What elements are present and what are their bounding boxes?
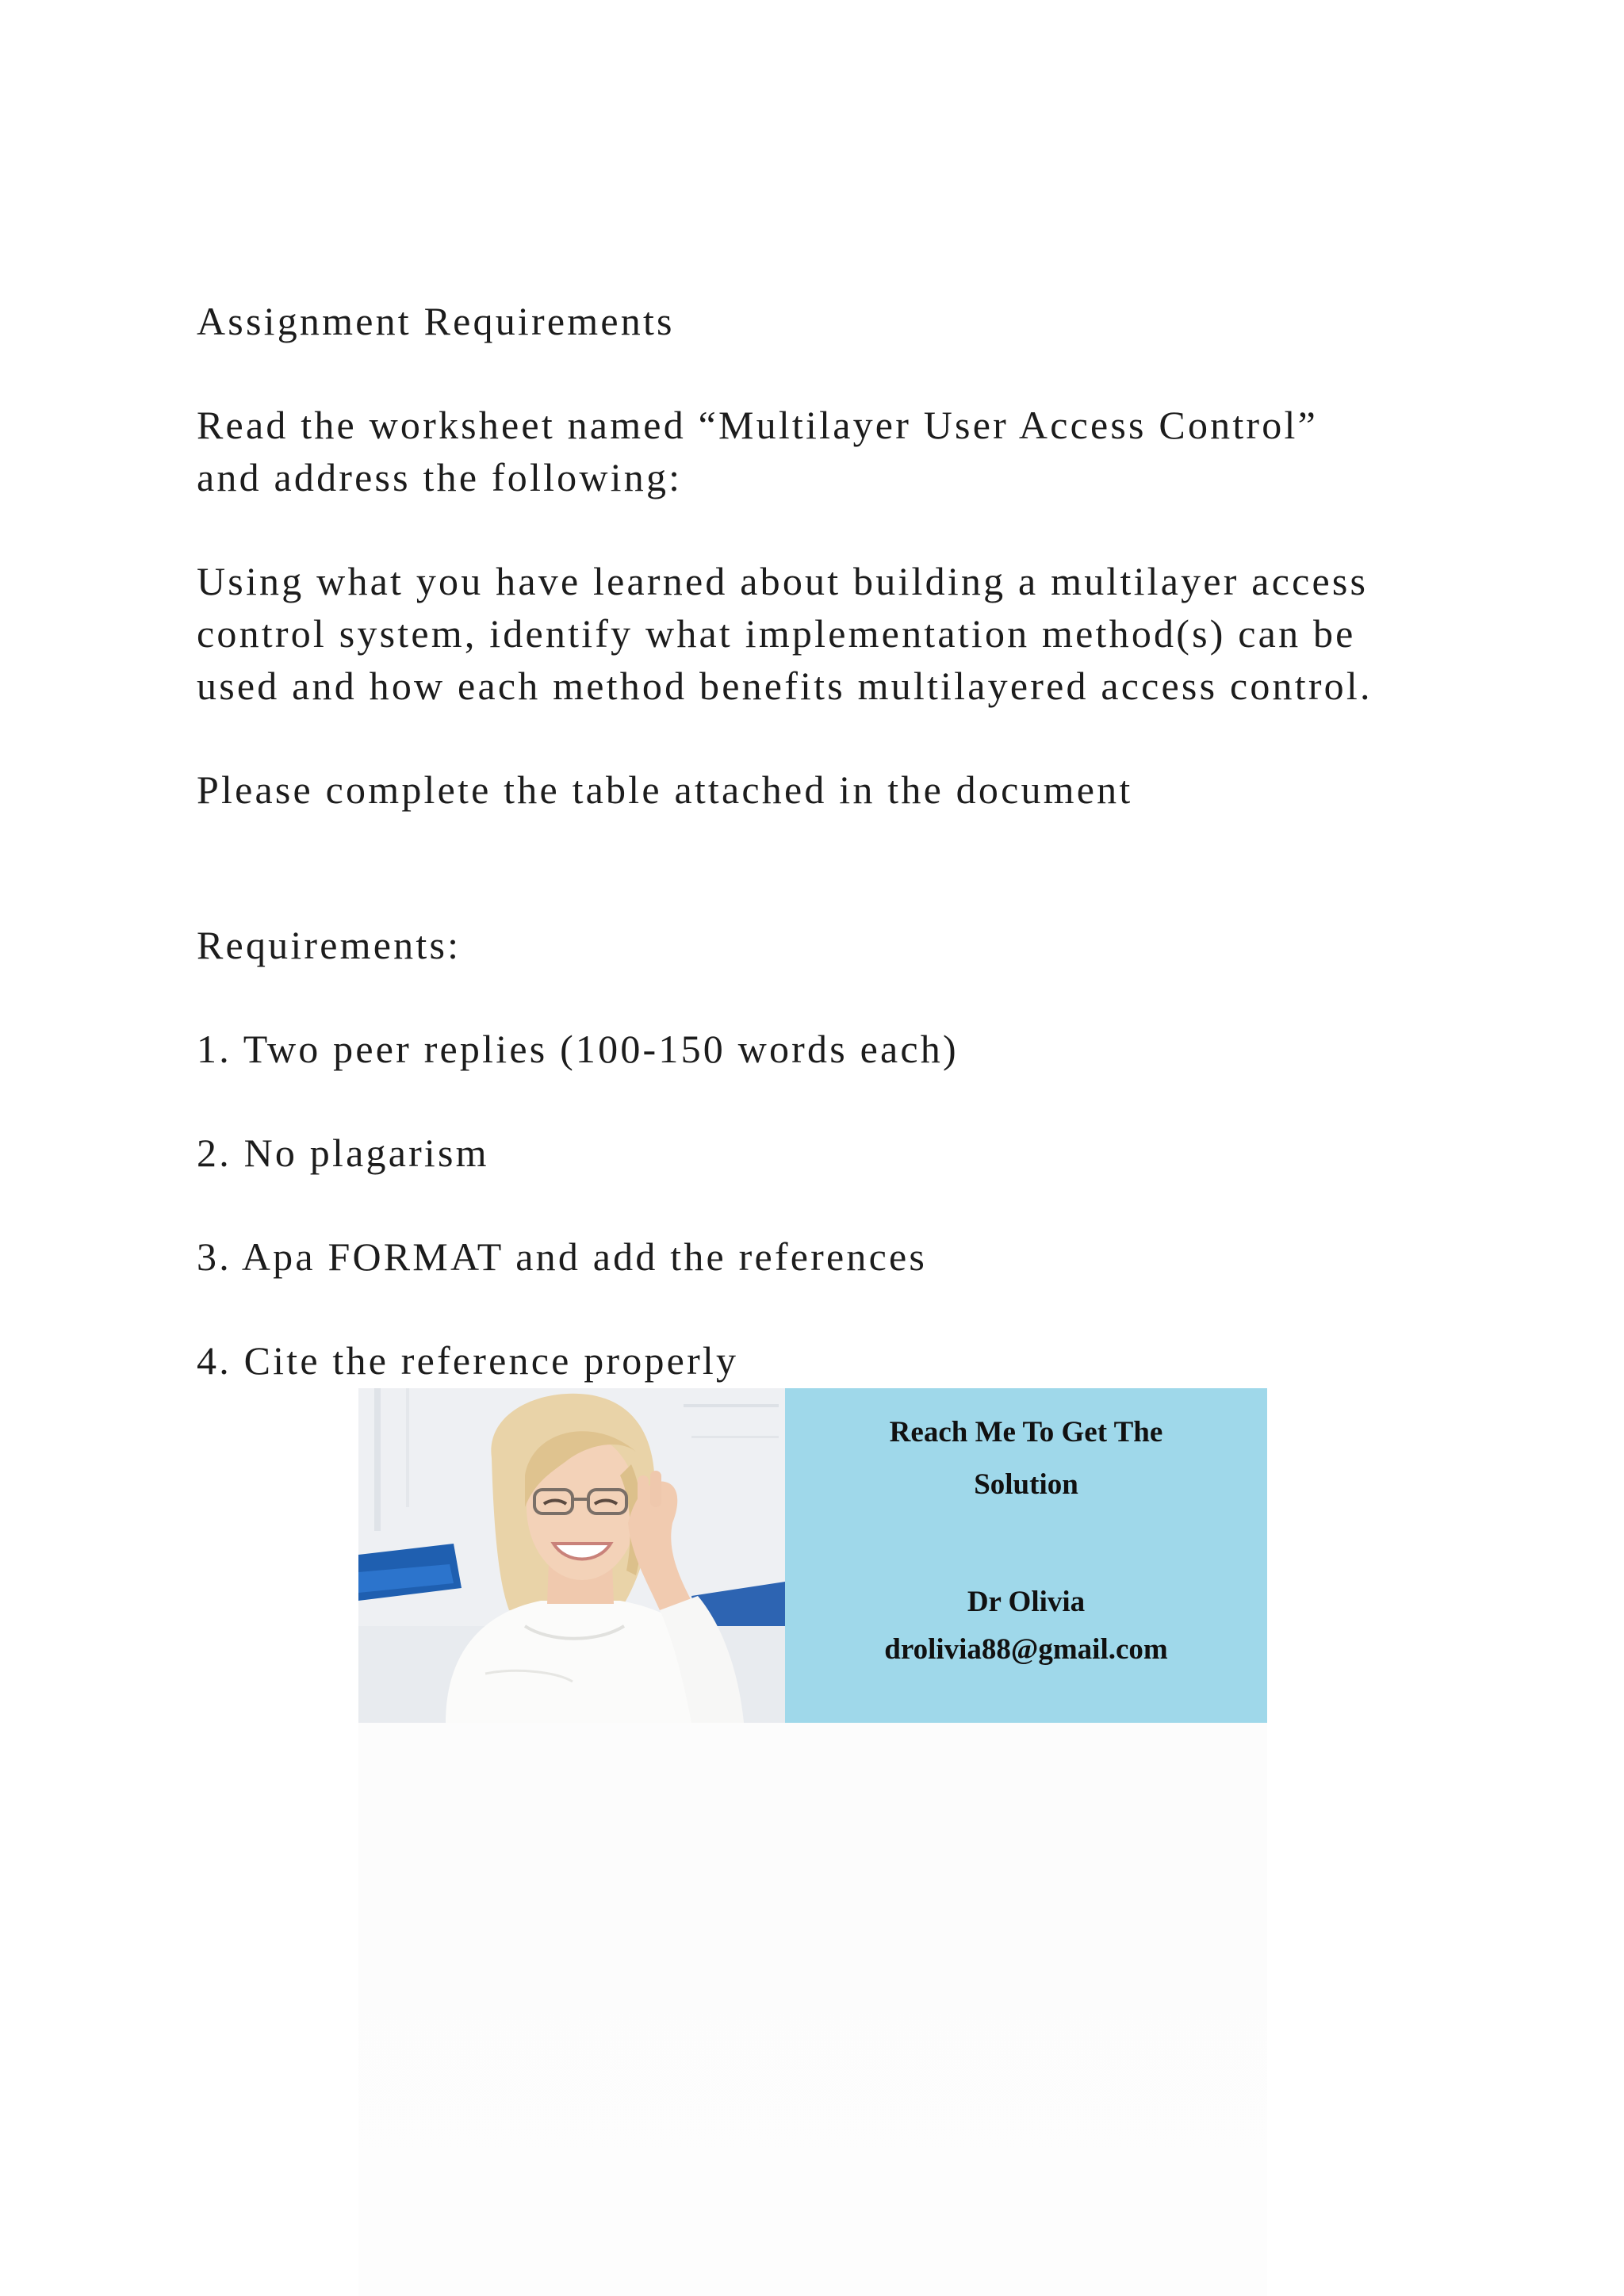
task-paragraph-line-3: used and how each method benefits multilayered access control. (197, 664, 1373, 708)
image-lower-area (358, 1723, 1267, 2296)
banner-headline-line-1: Reach Me To Get The (889, 1416, 1163, 1448)
intro-paragraph-line-2: and address the following: (197, 455, 683, 499)
banner-contact-email: drolivia88@gmail.com (884, 1633, 1168, 1666)
contact-card (785, 1388, 1267, 1723)
woman-photo-illustration (358, 1388, 785, 1723)
requirement-item: 2. No plagarism (197, 1131, 489, 1175)
requirement-item: 1. Two peer replies (100-150 words each) (197, 1027, 959, 1071)
woman-photo (358, 1388, 785, 1723)
instruction-paragraph: Please complete the table attached in the document (197, 767, 1133, 812)
intro-paragraph-line-1: Read the worksheet named “Multilayer User Access Control” (197, 403, 1318, 447)
task-paragraph-line-2: control system, identify what implementation method(s) can be (197, 611, 1356, 656)
requirements-heading: Requirements: (197, 923, 462, 967)
document-body (197, 295, 1545, 1387)
task-paragraph-line-1: Using what you have learned about building a multilayer access (197, 559, 1369, 603)
document-title: Assignment Requirements (197, 299, 675, 343)
banner-contact-name: Dr Olivia (967, 1586, 1086, 1618)
requirement-item: 3. Apa FORMAT and add the references (197, 1234, 928, 1279)
banner-headline-line-2: Solution (974, 1468, 1078, 1501)
contact-banner (358, 1388, 1267, 1723)
requirement-item: 4. Cite the reference properly (197, 1338, 739, 1383)
